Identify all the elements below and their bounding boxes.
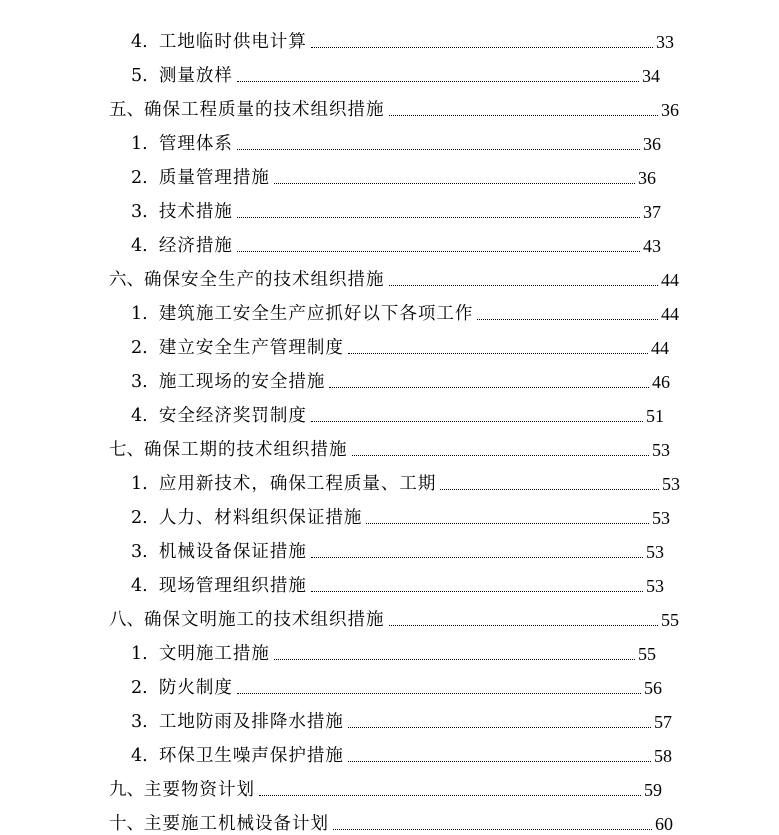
toc-entry-page: 56: [644, 678, 662, 698]
toc-dot-leader: [366, 522, 649, 524]
toc-entry-page: 37: [643, 202, 661, 222]
toc-dot-leader: [440, 488, 659, 490]
toc-entry-number: 3.: [131, 712, 159, 732]
toc-entry-number: 2.: [131, 678, 159, 698]
toc-entry-title: 确保文明施工的技术组织措施: [144, 610, 385, 630]
toc-entry-title: 主要物资计划: [144, 780, 255, 800]
toc-entry-number: 十、: [109, 814, 144, 834]
toc-entry-page: 55: [661, 610, 679, 630]
toc-entry-page: 55: [638, 644, 656, 664]
toc-entry-title: 人力、材料组织保证措施: [158, 508, 363, 528]
toc-dot-leader: [389, 284, 659, 286]
toc-entry-title: 应用新技术，确保工程质量、工期: [158, 474, 437, 494]
toc-entry-number: 1.: [131, 474, 159, 494]
toc-entry-number: 1.: [131, 134, 159, 154]
toc-entry-title: 安全经济奖罚制度: [158, 406, 307, 426]
toc-entry-page: 60: [655, 814, 673, 834]
toc-entry-page: 44: [661, 270, 679, 290]
toc-entry-number: 七、: [109, 440, 144, 460]
toc-entry-title: 技术措施: [158, 202, 233, 222]
toc-entry-title: 测量放样: [158, 66, 233, 86]
toc-entry-title: 施工现场的安全措施: [158, 372, 326, 392]
toc-entry[interactable]: [131, 699, 672, 733]
toc-entry-number: 六、: [109, 270, 144, 290]
toc-entry[interactable]: [131, 121, 661, 155]
toc-entry[interactable]: [131, 393, 664, 427]
toc-entry[interactable]: [131, 19, 674, 53]
toc-entry-page: 36: [638, 168, 656, 188]
toc-entry-title: 确保安全生产的技术组织措施: [144, 270, 385, 290]
toc-entry[interactable]: [109, 427, 670, 461]
toc-entry[interactable]: [109, 767, 662, 801]
toc-dot-leader: [333, 828, 652, 830]
toc-dot-leader: [311, 46, 653, 48]
toc-entry-page: 43: [643, 236, 661, 256]
toc-entry-page: 53: [652, 508, 670, 528]
toc-entry[interactable]: [109, 801, 673, 835]
toc-entry-title: 文明施工措施: [158, 644, 270, 664]
toc-entry[interactable]: [131, 189, 661, 223]
toc-dot-leader: [311, 590, 643, 592]
toc-entry[interactable]: [131, 665, 662, 699]
toc-entry-number: 五、: [109, 100, 144, 120]
toc-entry-title: 建立安全生产管理制度: [158, 338, 344, 358]
toc-entry-title: 确保工期的技术组织措施: [144, 440, 348, 460]
toc-entry-number: 5.: [131, 66, 159, 86]
toc-entry-title: 现场管理组织措施: [158, 576, 307, 596]
toc-entry-number: 3.: [131, 372, 159, 392]
toc-entry[interactable]: [131, 631, 656, 665]
toc-entry-title: 建筑施工安全生产应抓好以下各项工作: [158, 304, 474, 324]
toc-entry-number: 1.: [131, 304, 159, 324]
toc-dot-leader: [274, 182, 635, 184]
toc-entry-number: 八、: [109, 610, 144, 630]
toc-dot-leader: [389, 114, 659, 116]
toc-dot-leader: [237, 148, 640, 150]
toc-dot-leader: [329, 386, 649, 388]
toc-entry-number: 2.: [131, 508, 159, 528]
toc-entry-page: 36: [661, 100, 679, 120]
toc-dot-leader: [237, 250, 640, 252]
toc-entry-number: 1.: [131, 644, 159, 664]
toc-entry[interactable]: [131, 359, 670, 393]
toc-entry-number: 4.: [131, 576, 159, 596]
toc-dot-leader: [237, 216, 640, 218]
toc-entry-page: 36: [643, 134, 661, 154]
toc-entry-title: 机械设备保证措施: [158, 542, 307, 562]
toc-entry-number: 4.: [131, 406, 159, 426]
toc-entry-title: 管理体系: [158, 134, 233, 154]
toc-entry-page: 59: [644, 780, 662, 800]
toc-entry[interactable]: [131, 495, 670, 529]
toc-dot-leader: [352, 454, 650, 456]
toc-entry-page: 53: [652, 440, 670, 460]
toc-entry-number: 4.: [131, 32, 159, 52]
toc-entry-number: 4.: [131, 746, 159, 766]
toc-entry-page: 53: [662, 474, 680, 494]
toc-entry-number: 2.: [131, 338, 159, 358]
toc-entry[interactable]: [109, 87, 679, 121]
toc-dot-leader: [237, 692, 641, 694]
toc-dot-leader: [237, 80, 639, 82]
toc-entry-number: 3.: [131, 202, 159, 222]
toc-entry[interactable]: [109, 257, 679, 291]
toc-dot-leader: [389, 624, 659, 626]
toc-entry-page: 53: [646, 542, 664, 562]
toc-entry-page: 46: [652, 372, 670, 392]
toc-entry-page: 33: [656, 32, 674, 52]
toc-dot-leader: [259, 794, 641, 796]
toc-entry-page: 57: [654, 712, 672, 732]
toc-entry[interactable]: [131, 529, 664, 563]
toc-dot-leader: [477, 318, 658, 320]
toc-entry-number: 4.: [131, 236, 159, 256]
toc-entry-page: 53: [646, 576, 664, 596]
toc-entry[interactable]: [131, 733, 672, 767]
toc-entry[interactable]: [131, 155, 656, 189]
toc-entry-page: 44: [661, 304, 679, 324]
toc-entry-title: 工地临时供电计算: [158, 32, 307, 52]
toc-entry-title: 确保工程质量的技术组织措施: [144, 100, 385, 120]
toc-entry-title: 经济措施: [158, 236, 233, 256]
toc-dot-leader: [274, 658, 635, 660]
toc-entry-number: 2.: [131, 168, 159, 188]
toc-entry-number: 九、: [109, 780, 144, 800]
toc-entry-page: 44: [651, 338, 669, 358]
toc-entry-title: 主要施工机械设备计划: [144, 814, 329, 834]
toc-entry-title: 环保卫生噪声保护措施: [158, 746, 344, 766]
toc-dot-leader: [311, 420, 643, 422]
toc-entry[interactable]: [131, 291, 679, 325]
toc-dot-leader: [348, 726, 651, 728]
toc-entry[interactable]: [131, 223, 661, 257]
toc-dot-leader: [348, 352, 648, 354]
toc-entry-title: 工地防雨及排降水措施: [158, 712, 344, 732]
toc-entry[interactable]: [131, 325, 669, 359]
toc-entry-page: 51: [646, 406, 664, 426]
toc-entry[interactable]: [109, 597, 679, 631]
toc-entry-page: 58: [654, 746, 672, 766]
toc-dot-leader: [348, 760, 651, 762]
toc-entry-page: 34: [642, 66, 660, 86]
toc-entry-title: 防火制度: [158, 678, 233, 698]
toc-entry[interactable]: [131, 563, 664, 597]
toc-entry[interactable]: [131, 53, 660, 87]
toc-entry-number: 3.: [131, 542, 159, 562]
toc-entry-title: 质量管理措施: [158, 168, 270, 188]
toc-entry[interactable]: [131, 461, 680, 495]
toc-dot-leader: [311, 556, 643, 558]
